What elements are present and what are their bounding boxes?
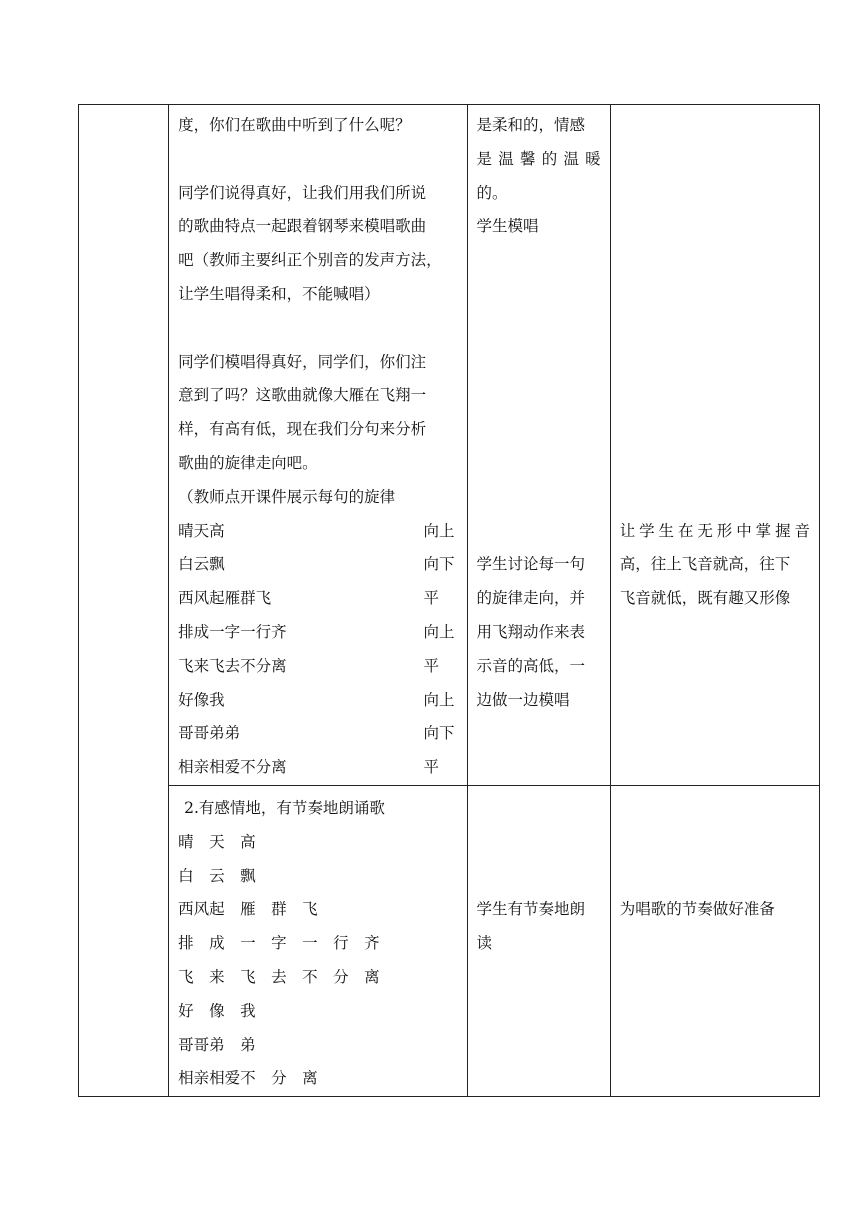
student-line: 的。	[476, 183, 508, 202]
lesson-plan-table	[78, 104, 820, 1097]
blank-line	[620, 481, 810, 515]
melody-phrase: 飞来飞去不分离	[178, 656, 287, 675]
melody-phrase: 好像我	[178, 690, 225, 709]
purpose-line: 为唱歌的节奏做好准备	[619, 900, 775, 919]
melody-row	[178, 684, 457, 718]
student-activity-cell	[467, 105, 610, 786]
melody-row	[178, 751, 457, 785]
table-row	[79, 785, 820, 1096]
melody-direction: 平	[423, 656, 440, 675]
melody-phrase: 排成一字一行齐	[178, 622, 287, 641]
blank-line	[620, 177, 810, 211]
blank-line	[477, 515, 601, 549]
student-line: 示音的高低，一	[476, 656, 586, 675]
blank-line	[620, 244, 810, 278]
melody-direction: 向上	[423, 690, 455, 709]
blank-line	[620, 792, 810, 826]
student-line: 学生讨论每一句	[476, 555, 586, 574]
teacher-line: 歌曲的旋律走向吧。	[178, 453, 318, 472]
teacher-line: 吧（教师主要纠正个别音的发声方法，	[178, 251, 442, 270]
blank-line	[477, 447, 601, 481]
melody-phrase: 白云飘	[178, 555, 225, 574]
section-heading: 2.有感情地，有节奏地朗诵歌	[184, 798, 385, 817]
melody-row	[178, 515, 457, 549]
recite-line: 西风起 雁 群 飞	[178, 900, 318, 919]
blank-line	[477, 792, 601, 826]
student-line: 是温馨的温暖	[476, 149, 601, 168]
melody-row	[178, 548, 457, 582]
teacher-activity-cell	[169, 105, 467, 786]
stage-column-cell	[79, 105, 169, 1097]
purpose-line: 高，往上飞音就高，往下	[619, 555, 791, 574]
teacher-line: 意到了吗？这歌曲就像大雁在飞翔一	[178, 386, 427, 405]
design-purpose-cell	[610, 105, 819, 786]
melody-direction: 向下	[423, 555, 455, 574]
melody-row	[178, 616, 457, 650]
recite-line: 好 像 我	[178, 1001, 256, 1020]
blank-line	[477, 826, 601, 860]
blank-line	[620, 447, 810, 481]
blank-line	[620, 860, 810, 894]
blank-line	[178, 143, 457, 177]
student-line: 学生有节奏地朗	[476, 900, 586, 919]
blank-line	[620, 826, 810, 860]
teacher-line: 同学们说得真好，让我们用我们所说	[178, 183, 427, 202]
teacher-line: 的歌曲特点一起跟着钢琴来模唱歌曲	[178, 217, 427, 236]
blank-line	[477, 481, 601, 515]
melody-phrase: 晴天高	[178, 521, 225, 540]
teacher-activity-cell	[169, 785, 467, 1096]
student-line: 是柔和的，情感	[476, 116, 586, 134]
student-line: 用飞翔动作来表	[476, 622, 586, 641]
blank-line	[477, 379, 601, 413]
teacher-line: 度，你们在歌曲中听到了什么呢？	[178, 116, 411, 134]
melody-direction: 平	[423, 758, 440, 777]
melody-direction: 向上	[423, 521, 455, 540]
blank-line	[620, 312, 810, 346]
purpose-line: 飞音就低，既有趣又形像	[619, 589, 791, 608]
melody-row	[178, 650, 457, 684]
table-row	[79, 105, 820, 786]
melody-phrase: 哥哥弟弟	[178, 724, 241, 743]
recite-line: 飞 来 飞 去 不 分 离	[178, 967, 380, 986]
melody-phrase: 西风起雁群飞	[178, 589, 272, 608]
blank-line	[477, 278, 601, 312]
blank-line	[477, 312, 601, 346]
recite-line: 相亲相爱不 分 离	[178, 1069, 318, 1088]
blank-line	[477, 346, 601, 380]
student-line: 读	[476, 934, 493, 953]
blank-line	[620, 143, 810, 177]
blank-line	[620, 413, 810, 447]
student-activity-cell	[467, 785, 610, 1096]
student-line: 边做一边模唱	[476, 690, 570, 709]
teacher-line: （教师点开课件展示每句的旋律	[178, 487, 396, 506]
teacher-line: 让学生唱得柔和，不能喊唱）	[178, 284, 380, 303]
blank-line	[477, 860, 601, 894]
blank-line	[178, 312, 457, 346]
melody-phrase: 相亲相爱不分离	[178, 758, 287, 777]
blank-line	[477, 413, 601, 447]
melody-direction: 向上	[423, 622, 455, 641]
melody-row	[178, 582, 457, 616]
recite-line: 排 成 一 字 一 行 齐	[178, 934, 380, 953]
blank-line	[477, 244, 601, 278]
blank-line	[620, 379, 810, 413]
student-line: 学生模唱	[476, 217, 539, 236]
blank-line	[620, 109, 810, 143]
melody-direction: 向下	[423, 724, 455, 743]
student-line: 的旋律走向，并	[476, 589, 586, 608]
teacher-line: 同学们模唱得真好，同学们，你们注	[178, 352, 427, 371]
blank-line	[620, 346, 810, 380]
teacher-line: 样，有高有低，现在我们分句来分析	[178, 420, 427, 439]
blank-line	[620, 210, 810, 244]
blank-line	[620, 278, 810, 312]
design-purpose-cell	[610, 785, 819, 1096]
purpose-line: 让学生在无形中掌握音	[619, 521, 810, 540]
recite-line: 白 云 飘	[178, 866, 256, 885]
recite-line: 晴 天 高	[178, 832, 256, 851]
recite-line: 哥哥弟 弟	[178, 1035, 256, 1054]
melody-direction: 平	[423, 589, 440, 608]
melody-row	[178, 717, 457, 751]
